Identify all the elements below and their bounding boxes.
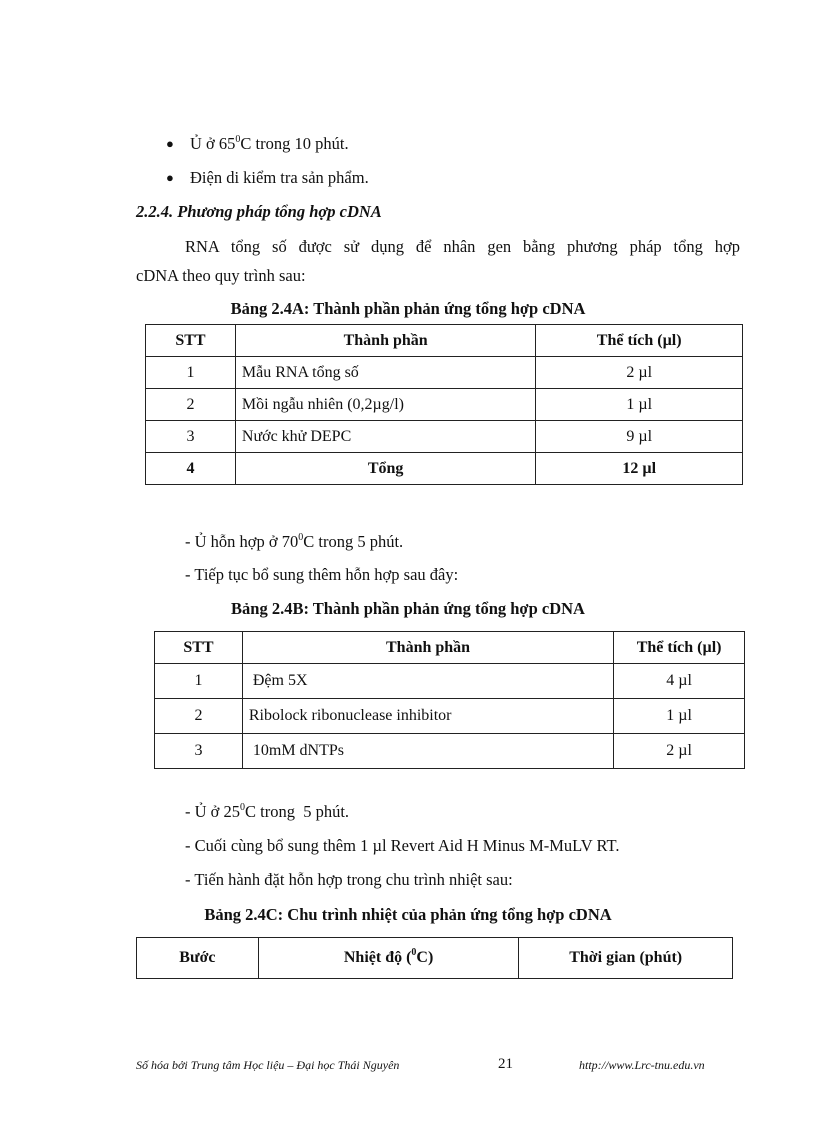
- table-row: [146, 421, 743, 453]
- table-b-caption: Bảng 2.4B: Thành phần phản ứng tổng hợp cDNA: [231, 599, 585, 618]
- step-incubate-25: - Ủ ở $25^0C$ trong 5 phút.: [185, 801, 350, 821]
- table-cell: 4: [146, 453, 236, 485]
- table-cell: Ribolock ribonuclease inhibitor: [242, 699, 613, 734]
- header-cell: Thể tích (µl): [536, 325, 743, 357]
- table-cell: 2: [155, 699, 243, 734]
- table-cell: 2: [146, 389, 236, 421]
- bullet-item-1: Ủ ở $65^0C$ trong 10 phút.: [190, 133, 349, 153]
- table-b: [154, 631, 745, 769]
- table-cell: 9 µl: [536, 421, 743, 453]
- step-thermal-cycle: - Tiến hành đặt hỗn hợp trong chu trình nhiệt sau:: [185, 870, 513, 889]
- step-add-rt: - Cuối cùng bổ sung thêm 1 µl Revert Aid H Minus M-MuLV RT.: [185, 836, 620, 855]
- header-cell: Thành phần: [242, 632, 613, 664]
- table-cell: 2 µl: [536, 357, 743, 389]
- table-cell: Mồi ngẫu nhiên (0,2µg/l): [235, 389, 535, 421]
- table-header-row: [137, 938, 733, 979]
- intro-line-2: cDNA theo quy trình sau:: [136, 266, 306, 285]
- table-cell: 1: [146, 357, 236, 389]
- table-cell: 3: [146, 421, 236, 453]
- table-cell: 10mM dNTPs: [242, 734, 613, 769]
- table-cell: 12 µl: [536, 453, 743, 485]
- table-cell: Nước khử DEPC: [235, 421, 535, 453]
- footer-source: Số hóa bởi Trung tâm Học liệu – Đại học Thái Nguyên: [136, 1058, 400, 1072]
- step-add-mix: - Tiếp tục bổ sung thêm hỗn hợp sau đây:: [185, 565, 459, 584]
- header-cell: Bước: [137, 938, 259, 979]
- table-cell: Đệm 5X: [242, 664, 613, 699]
- table-c: [136, 937, 733, 979]
- table-a: [145, 324, 743, 485]
- table-cell: 1: [155, 664, 243, 699]
- table-c-caption: Bảng 2.4C: Chu trình nhiệt của phản ứng tổng hợp cDNA: [204, 905, 612, 924]
- header-cell: STT: [146, 325, 236, 357]
- header-cell: Thể tích (µl): [614, 632, 745, 664]
- table-row: [155, 699, 745, 734]
- intro-line-1: RNA tổng số được sử dụng để nhân gen bằng phương pháp tổng hợp: [185, 237, 740, 256]
- header-cell: Thành phần: [235, 325, 535, 357]
- bullet-item-2: Điện di kiểm tra sản phẩm.: [190, 168, 369, 187]
- bullet-icon: ●: [166, 136, 174, 151]
- table-cell: 2 µl: [614, 734, 745, 769]
- header-cell: Nhiệt độ ($^0$C): [258, 938, 519, 979]
- table-header-row: [146, 325, 743, 357]
- table-row: [146, 389, 743, 421]
- table-row: [155, 734, 745, 769]
- header-cell: Thời gian (phút): [519, 938, 733, 979]
- table-a-caption: Bảng 2.4A: Thành phần phản ứng tổng hợp cDNA: [230, 299, 586, 318]
- footer-url: http://www.Lrc-tnu.edu.vn: [579, 1058, 705, 1072]
- table-header-row: [155, 632, 745, 664]
- table-cell: 1 µl: [614, 699, 745, 734]
- step-incubate-70: - Ủ hỗn hợp ở $70^0C$ trong 5 phút.: [185, 531, 404, 551]
- header-cell: STT: [155, 632, 243, 664]
- table-cell: 1 µl: [536, 389, 743, 421]
- table-cell: 3: [155, 734, 243, 769]
- section-heading: 2.2.4. Phương pháp tổng hợp cDNA: [136, 202, 382, 221]
- table-cell: Tổng: [235, 453, 535, 485]
- table-cell: Mẫu RNA tổng số: [235, 357, 535, 389]
- table-cell: 4 µl: [614, 664, 745, 699]
- bullet-icon: ●: [166, 170, 174, 185]
- table-total-row: [146, 453, 743, 485]
- page-number: 21: [498, 1056, 513, 1072]
- table-row: [155, 664, 745, 699]
- table-row: [146, 357, 743, 389]
